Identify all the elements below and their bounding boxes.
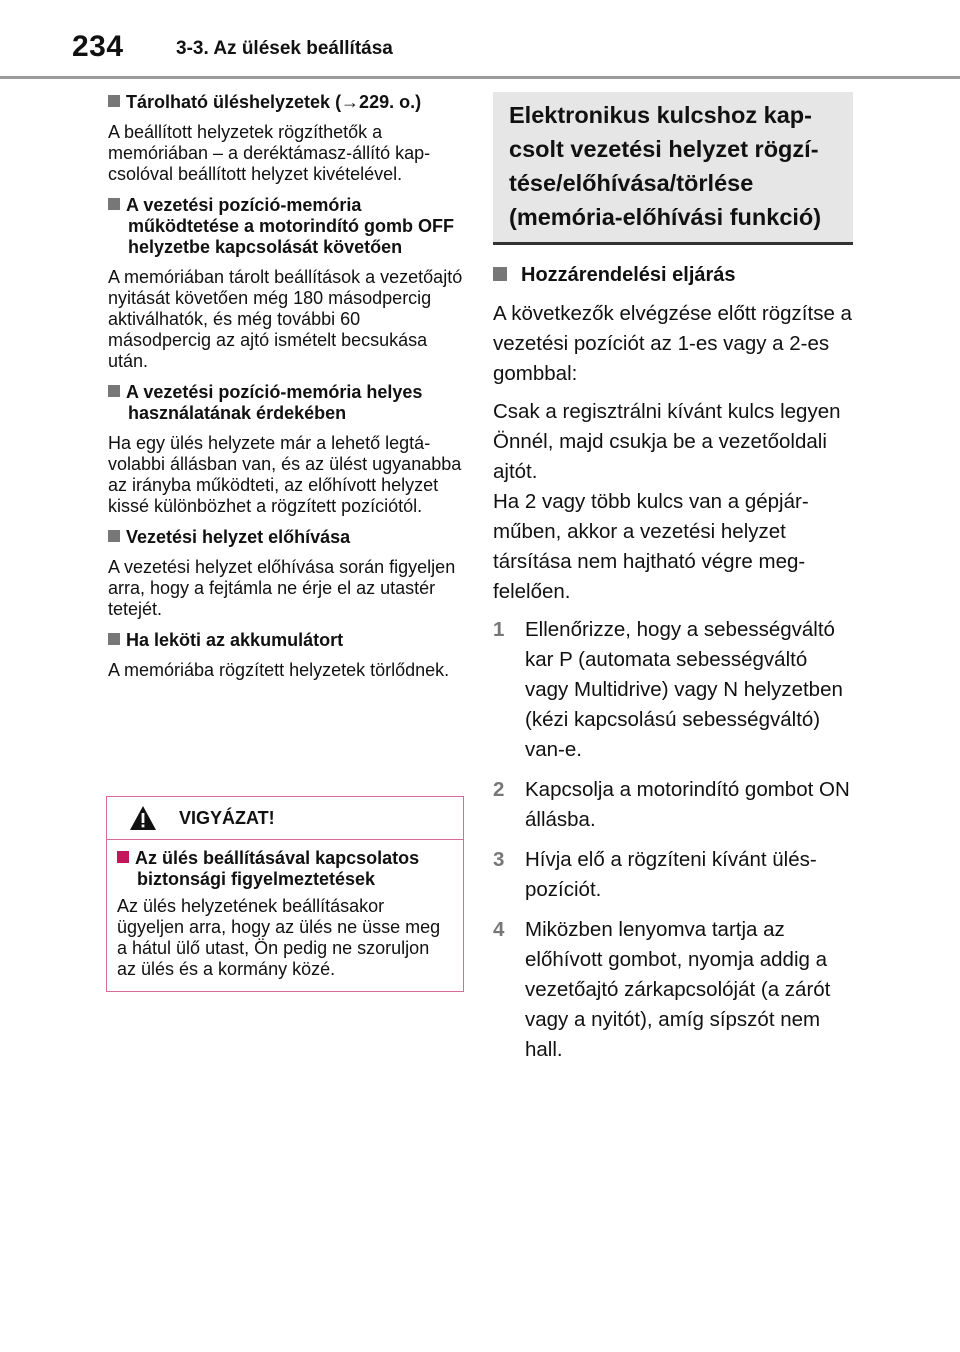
topic-title-box — [493, 92, 853, 245]
bullet-square-icon — [108, 198, 120, 210]
caution-title: VIGYÁZAT! — [179, 808, 275, 828]
bullet-square-icon — [108, 633, 120, 645]
caution-box — [106, 796, 464, 992]
note-paragraph: Csak a regisztrálni kívánt kulcs legyen Önnél, majd csukja be a vezetőoldali ajtót. — [493, 400, 841, 483]
subheading-storable-positions: Tárolható üléshelyzetek (→229. o.) — [108, 92, 466, 113]
paragraph: A vezetési helyzet előhívása során figyeljen arra, hogy a fejtámla ne érje el az utastér tetejét. — [108, 557, 456, 619]
step-number: 2 — [493, 778, 505, 801]
caution-body — [107, 840, 463, 980]
paragraph: A beállított helyzetek rögzíthetők a memóriában – a deréktámasz-állító kapcsolóval beállított helyzet kivételével. — [108, 122, 431, 184]
intro-paragraph: A következők elvégzése előtt rögzítse a vezetési pozíciót az 1-es vagy a 2-es gombbal: — [493, 302, 852, 385]
caution-header — [107, 797, 463, 840]
step-item — [493, 615, 853, 765]
step-item — [493, 775, 853, 835]
paragraph: Ha egy ülés helyzete már a lehető legtávolabbi állásban van, és az ülést ugyanabba az irányba működteti, az előhívott helyzet kissé különbözhet a rögzített pozíciótól. — [108, 433, 462, 516]
caution-text: Az ülés helyzetének beállításakor ügyeljen arra, hogy az ülés ne üsse meg a hátul ülő utast, Ön pedig ne szoruljon az ülés és a kormány közé. — [117, 896, 441, 979]
step-text: Ellenőrizze, hogy a sebességváltó kar P (automata sebességváltó vagy Multidrive) vagy N helyzetben (kézi kapcsolású sebességváltó) van-e. — [525, 618, 843, 761]
page-number: 234 — [72, 30, 124, 63]
subheading-assignment: Hozzárendelési eljárás — [493, 263, 853, 287]
page-header — [0, 0, 960, 80]
right-column — [493, 92, 853, 1075]
caution-subheading: Az ülés beállításával kapcsolatos biztonsági figyelmeztetések — [117, 848, 453, 890]
topic-title: Elektronikus kulcshoz kapcsolt vezetési helyzet rögzítése/előhívása/törlése (memória-előhívási funkció) — [509, 102, 822, 230]
bullet-square-icon — [493, 267, 507, 281]
step-number: 4 — [493, 918, 505, 941]
header-divider — [0, 76, 960, 79]
section-title: 3-3. Az ülések beállítása — [176, 38, 393, 59]
subheading-battery: Ha leköti az akkumulátort — [108, 630, 466, 651]
paragraph: A memóriában tárolt beállítások a vezetőajtó nyitását követően még 180 másodpercig aktiválhatók, és még további 60 másodpercig az ajtó ismételt becsukása után. — [108, 267, 463, 371]
warning-triangle-icon — [129, 805, 157, 831]
bullet-square-icon — [117, 851, 129, 863]
paragraph: A memóriába rögzített helyzetek törlődnek. — [108, 660, 450, 680]
subheading-correct-use: A vezetési pozíció-memória helyes használatának érdekében — [108, 382, 466, 424]
step-number: 1 — [493, 618, 505, 641]
step-text: Hívja elő a rögzíteni kívánt üléspozíciót. — [525, 848, 817, 901]
step-text: Kapcsolja a motorindító gombot ON állásba. — [525, 778, 850, 831]
subheading-memory-after-off: A vezetési pozíció-memória működtetése a motorindító gomb OFF helyzetbe kapcsolását követően — [108, 195, 466, 258]
bullet-square-icon — [108, 385, 120, 397]
step-item — [493, 915, 853, 1065]
bullet-square-icon — [108, 95, 120, 107]
step-text: Miközben lenyomva tartja az előhívott gombot, nyomja addig a vezetőajtó zárkapcsolóját (a zárót vagy a nyitót), amíg sípszót nem hall. — [525, 918, 831, 1061]
left-column — [108, 92, 466, 691]
step-item — [493, 845, 853, 905]
bullet-square-icon — [108, 530, 120, 542]
note-paragraph: Ha 2 vagy több kulcs van a gépjárműben, akkor a vezetési helyzet társítása nem hajtható végre megfelelően. — [493, 490, 809, 603]
step-number: 3 — [493, 848, 505, 871]
subheading-recall: Vezetési helyzet előhívása — [108, 527, 466, 548]
